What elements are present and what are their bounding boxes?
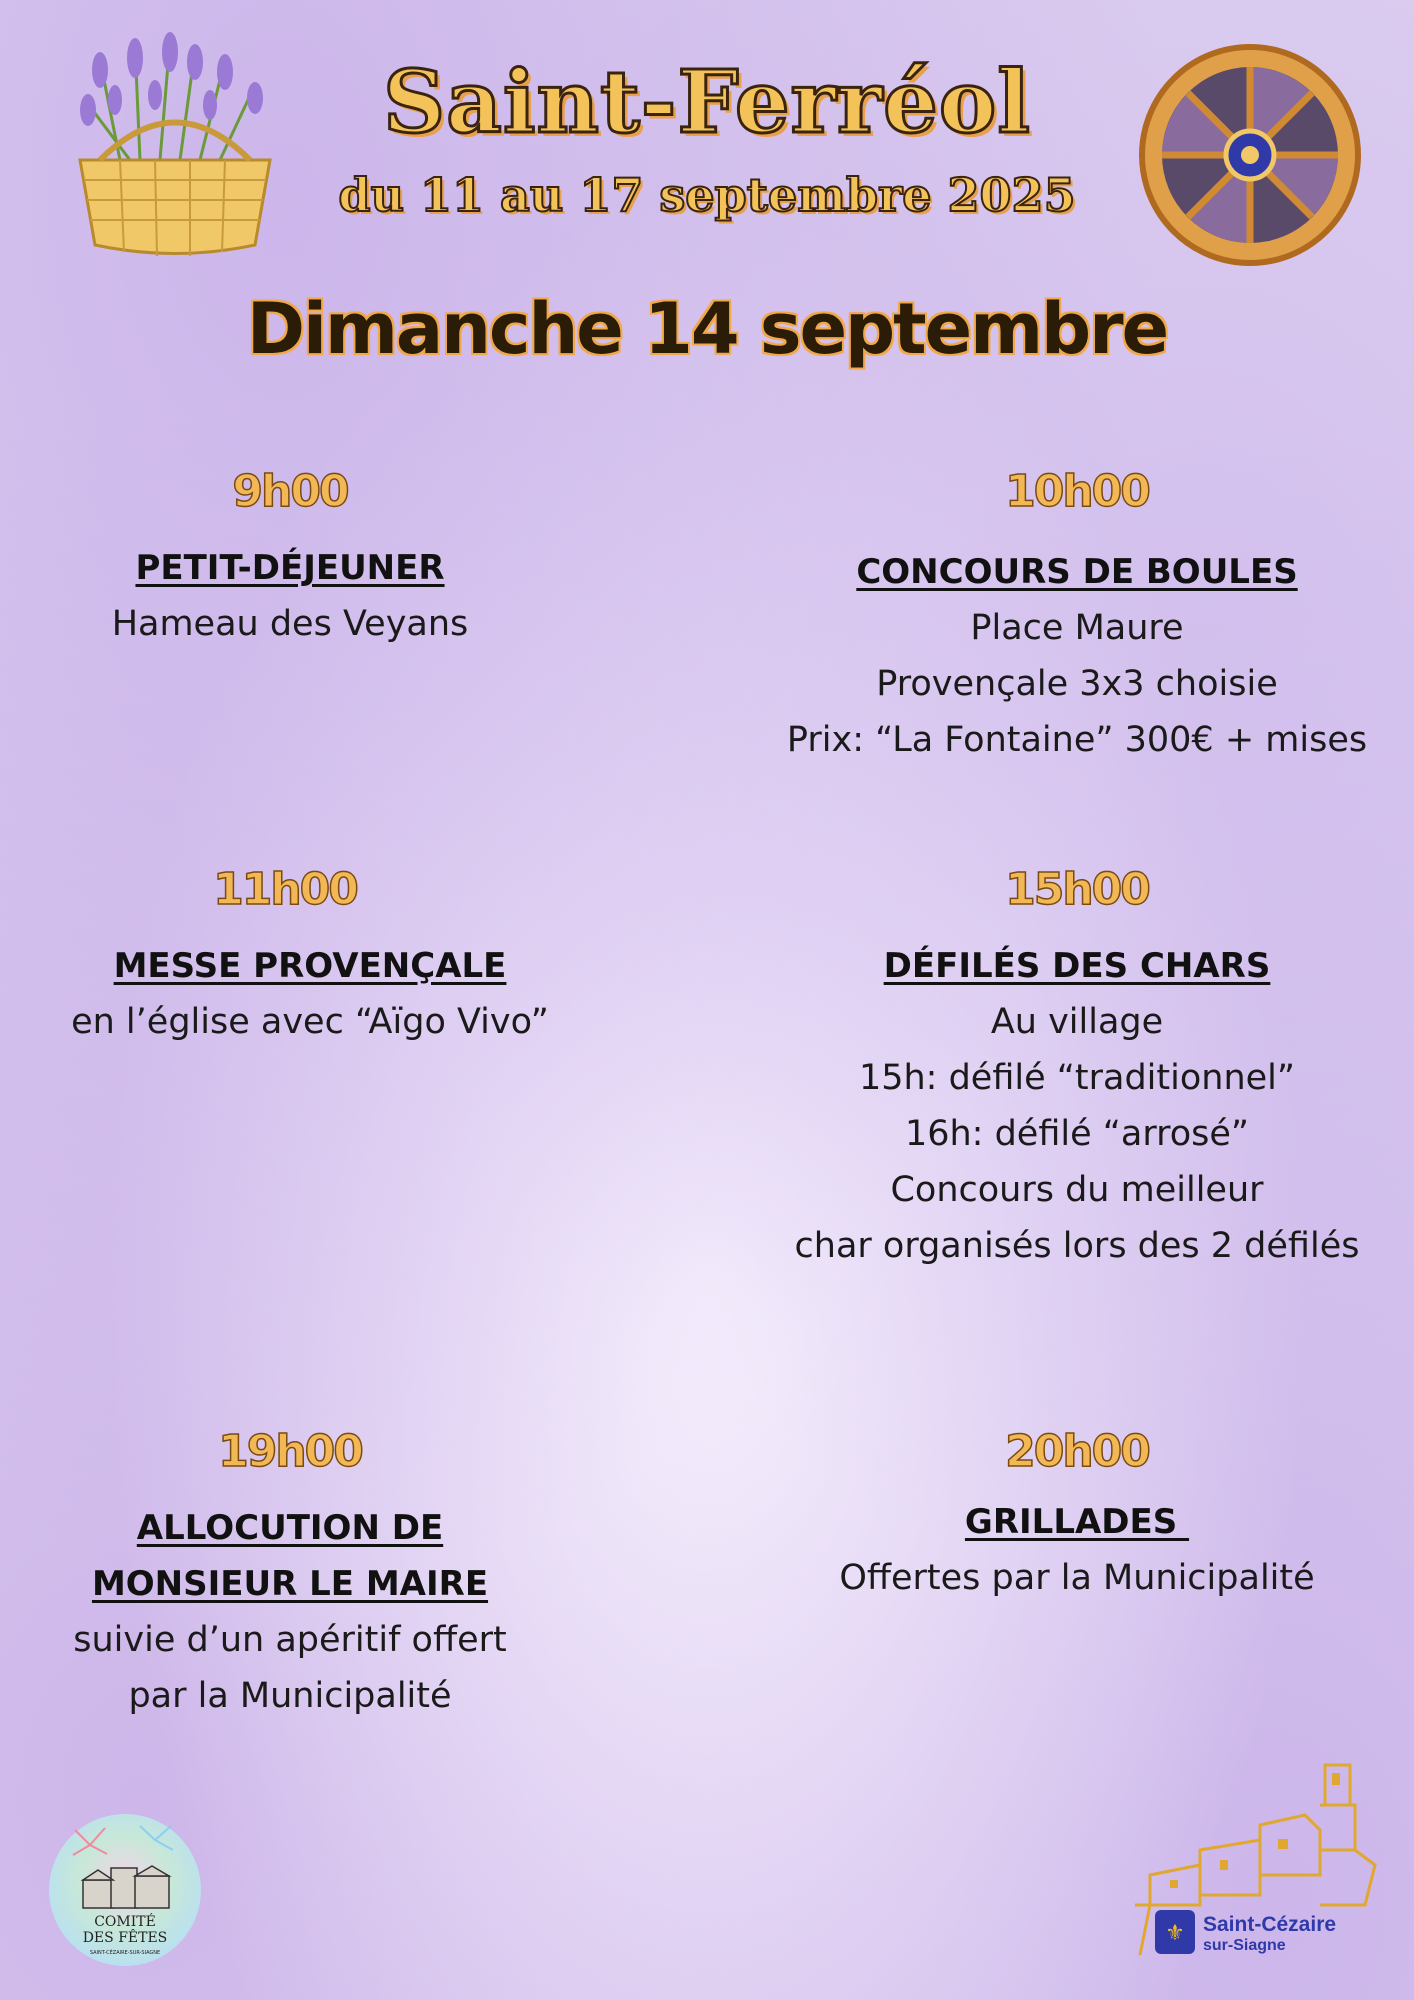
event-block-defiles-chars (757, 864, 1397, 1274)
event-detail: char organisés lors des 2 défilés (794, 1226, 1360, 1266)
event-block-allocution-maire (30, 1426, 550, 1724)
event-detail: Concours du meilleur (890, 1170, 1264, 1210)
event-time: 15h00 (1005, 864, 1149, 915)
event-detail: en l’église avec “Aïgo Vivo” (71, 1002, 549, 1042)
event-detail: Prix: “La Fontaine” 300€ + mises (786, 720, 1368, 760)
event-detail: Provençale 3x3 choisie (876, 664, 1278, 704)
village-sub: sur-Siagne (1203, 1937, 1286, 1954)
event-detail: 16h: défilé “arrosé” (904, 1114, 1250, 1154)
event-time: 9h00 (232, 466, 348, 517)
lavender-basket-icon (60, 30, 290, 260)
event-title-line: GRILLADES (964, 1502, 1190, 1542)
event-block-messe-provencale (30, 864, 590, 1050)
event-title-line: CONCOURS DE BOULES (856, 552, 1298, 592)
event-title-line: ALLOCUTION DE (136, 1508, 444, 1548)
event-block-petit-dejeuner (40, 466, 540, 652)
event-detail: par la Municipalité (128, 1676, 452, 1716)
event-time: 11h00 (213, 864, 357, 915)
comite-line-2: DES FÊTES (82, 1930, 168, 1946)
decorated-wheel-icon (1135, 40, 1365, 270)
event-detail: suivie d’un apéritif offert (73, 1620, 507, 1660)
event-time: 20h00 (1005, 1426, 1149, 1477)
comite-line-1: COMITÉ (94, 1914, 156, 1930)
event-detail: Hameau des Veyans (111, 604, 469, 644)
svg-text:⚜: ⚜ (1165, 1921, 1185, 1946)
village-name: Saint-Cézaire (1203, 1913, 1337, 1936)
event-time: 10h00 (1005, 466, 1149, 517)
comite-des-fetes-logo (45, 1810, 205, 1970)
saint-cezaire-logo (1110, 1755, 1390, 1965)
event-time: 19h00 (218, 1426, 362, 1477)
event-title-line: MESSE PROVENÇALE (113, 946, 507, 986)
day-heading: Dimanche 14 septembre (246, 288, 1168, 370)
comite-line-3: SAINT-CÉZAIRE-SUR-SIAGNE (89, 1950, 161, 1956)
event-detail: 15h: défilé “traditionnel” (858, 1058, 1296, 1098)
event-title: Saint-Ferréol (383, 52, 1031, 153)
event-detail: Place Maure (970, 608, 1184, 648)
event-block-concours-boules (757, 466, 1397, 768)
event-detail: Offertes par la Municipalité (839, 1558, 1315, 1598)
event-title-line: PETIT-DÉJEUNER (135, 548, 445, 588)
event-dates: du 11 au 17 septembre 2025 (338, 168, 1076, 222)
event-title-line: MONSIEUR LE MAIRE (91, 1564, 489, 1604)
event-block-grillades (757, 1426, 1397, 1606)
event-detail: Au village (990, 1002, 1164, 1042)
event-title-line: DÉFILÉS DES CHARS (883, 946, 1271, 986)
